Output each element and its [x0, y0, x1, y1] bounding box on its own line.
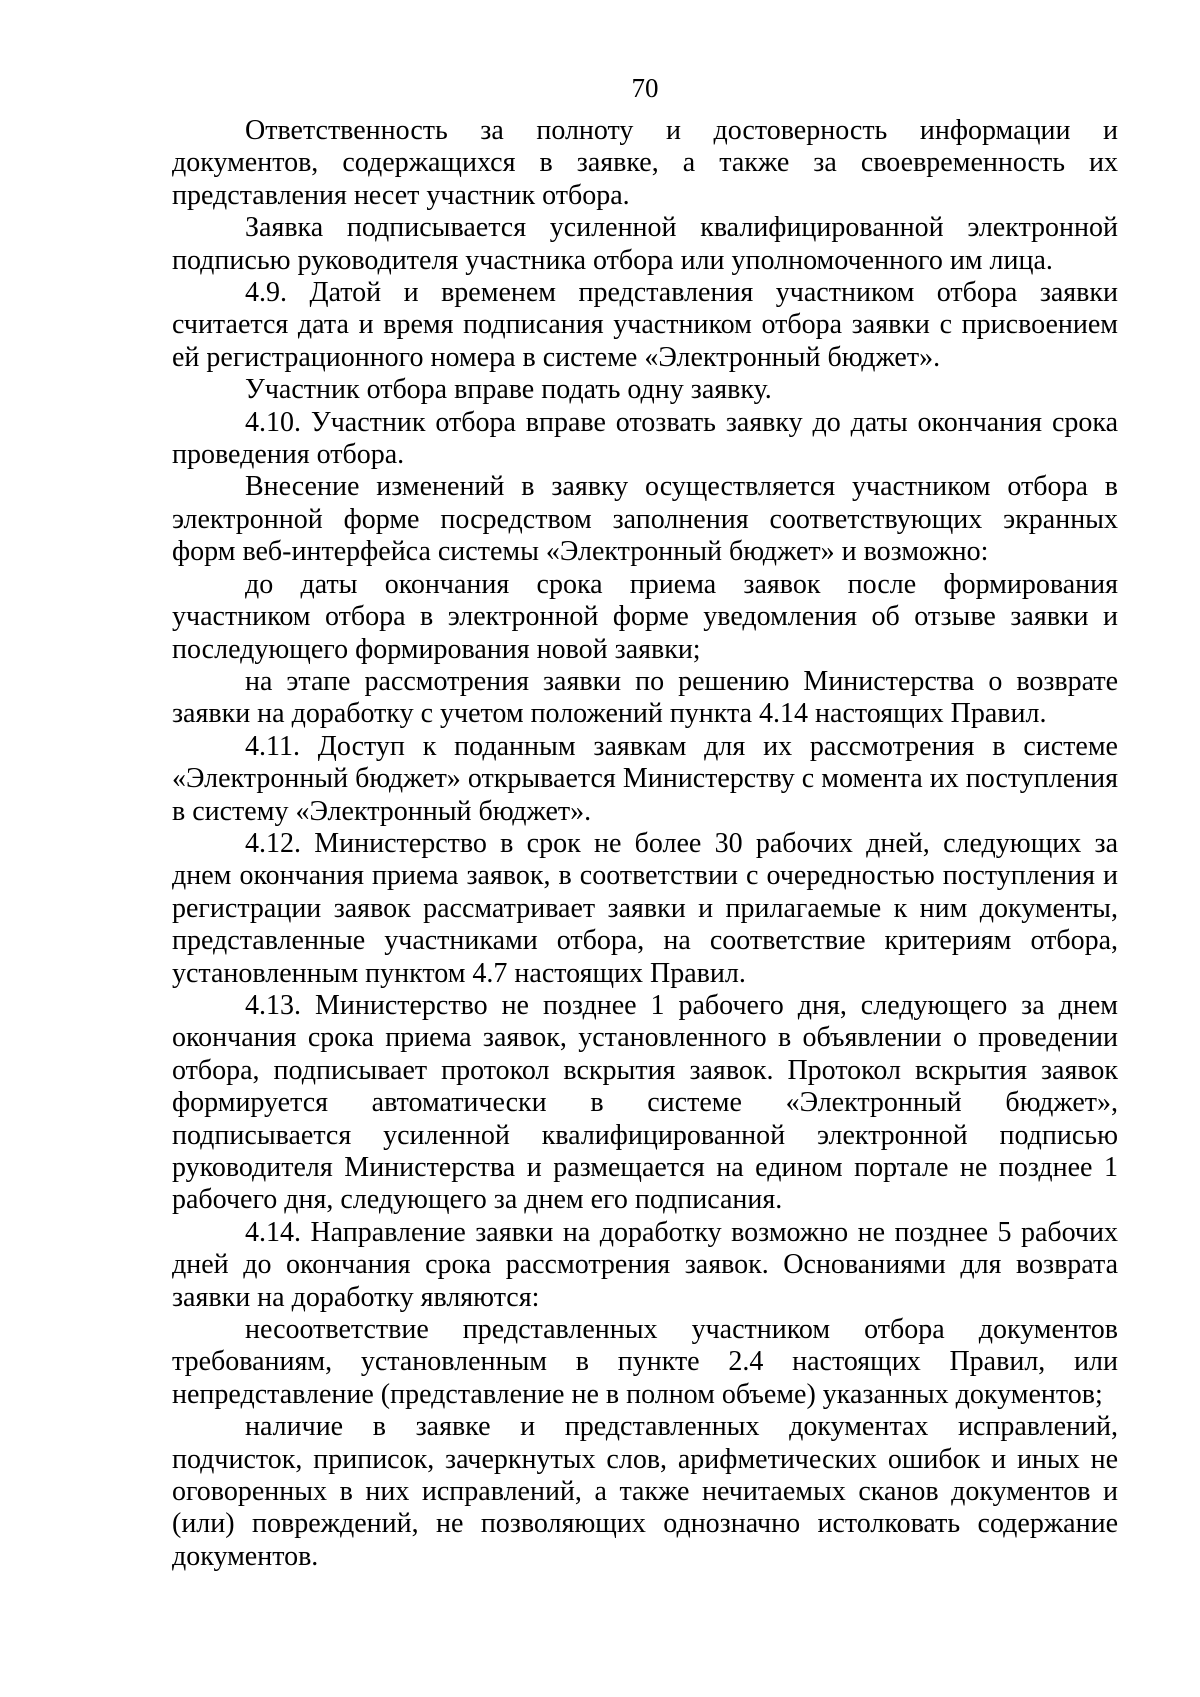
paragraph-4-13: 4.13. Министерство не позднее 1 рабочего дня, следующего за днем окончания срока приема заявок, установленного в объявлении о проведении отбора, подписывает протокол вскрытия заявок. Протокол вскрытия заявок формируется автоматически в системе «Электронный бюджет», подписывается усиленной квалифицированной электронной подписью руководителя Министерства и размещается на едином портале не позднее 1 рабочего дня, следующего за днем его подписания. [172, 989, 1118, 1216]
paragraph-responsibility: Ответственность за полноту и достоверность информации и документов, содержащихся в заявке, а также за своевременность их представления несет участник отбора. [172, 115, 1118, 211]
paragraph-non-compliance: несоответствие представленных участником отбора документов требованиям, установленным в пункте 2.4 настоящих Правил, или непредставление (представление не в полном объеме) указанных документов; [172, 1314, 1118, 1410]
paragraph-4-10: 4.10. Участник отбора вправе отозвать заявку до даты окончания срока проведения отбора. [172, 406, 1118, 471]
page-number: 70 [631, 73, 659, 103]
paragraph-4-9: 4.9. Датой и временем представления участником отбора заявки считается дата и время подписания участником отбора заявки с присвоением ей регистрационного номера в системе «Электронный бюджет». [172, 277, 1118, 373]
paragraph-4-12: 4.12. Министерство в срок не более 30 рабочих дней, следующих за днем окончания приема заявок, в соответствии с очередностью поступления и регистрации заявок рассматривает заявки и прилагаемые к ним документы, представленные участниками отбора, на соответствие критериям отбора, установленным пунктом 4.7 настоящих Правил. [172, 827, 1118, 989]
paragraph-4-11: 4.11. Доступ к поданным заявкам для их рассмотрения в системе «Электронный бюджет» открывается Министерству с момента их поступления в систему «Электронный бюджет». [172, 730, 1118, 827]
paragraph-changes: Внесение изменений в заявку осуществляется участником отбора в электронной форме посредством заполнения соответствующих экранных форм веб-интерфейса системы «Электронный бюджет» и возможно: [172, 471, 1118, 568]
paragraph-signature: Заявка подписывается усиленной квалифицированной электронной подписью руководителя участника отбора или уполномоченного им лица. [172, 212, 1118, 276]
paragraph-one-application: Участник отбора вправе подать одну заявку. [245, 374, 772, 406]
paragraph-corrections: наличие в заявке и представленных документах исправлений, подчисток, приписок, зачеркнутых слов, арифметических ошибок и иных не оговоренных в них исправлений, а также нечитаемых сканов документов и (или) повреждений, не позволяющих однозначно истолковать содержание документов. [172, 1411, 1118, 1572]
paragraph-changes-review-stage: на этапе рассмотрения заявки по решению Министерства о возврате заявки на доработку с учетом положений пункта 4.14 настоящих Правил. [172, 665, 1118, 730]
paragraph-changes-before-deadline: до даты окончания срока приема заявок после формирования участником отбора в электронной форме уведомления об отзыве заявки и последующего формирования новой заявки; [172, 568, 1118, 665]
document-body [172, 115, 1118, 1573]
paragraph-4-14: 4.14. Направление заявки на доработку возможно не позднее 5 рабочих дней до окончания срока рассмотрения заявок. Основаниями для возврата заявки на доработку являются: [172, 1216, 1118, 1313]
